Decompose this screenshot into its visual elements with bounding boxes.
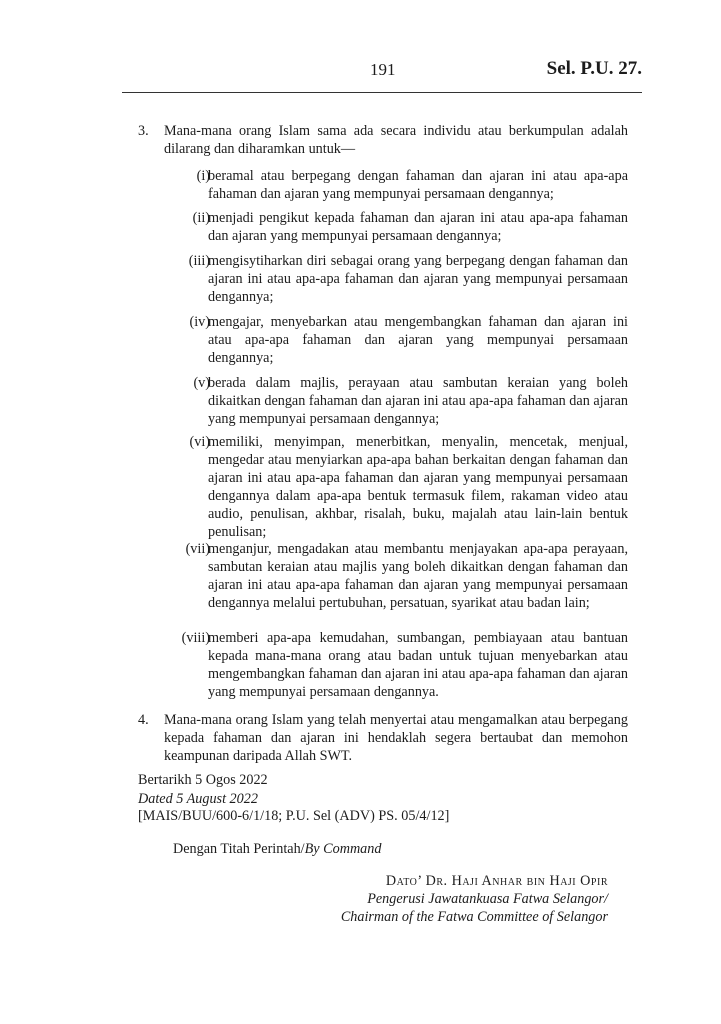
item-label: (iii) bbox=[188, 253, 210, 269]
item-label: (v) bbox=[193, 375, 210, 391]
page-number: 191 bbox=[370, 60, 396, 79]
reference-number: [MAIS/BUU/600-6/1/18; P.U. Sel (ADV) PS. 05/4/12] bbox=[138, 808, 450, 824]
date-malay: Bertarikh 5 Ogos 2022 bbox=[138, 772, 268, 788]
clause-number: 4. bbox=[138, 712, 149, 728]
item-text: beramal atau berpegang dengan fahaman dan ajaran ini atau apa-apa fahaman dan ajaran yang mempunyai persamaan dengannya; bbox=[208, 168, 628, 202]
item-label: (iv) bbox=[189, 314, 210, 330]
signatory-name: Dato’ Dr. Haji Anhar bin Haji Opir bbox=[385, 873, 608, 889]
signatory-block bbox=[300, 872, 608, 926]
clause-text: Mana-mana orang Islam yang telah menyertai atau mengamalkan atau berpegang kepada fahaman dan ajaran ini hendaklah segera bertaubat dan memohon keampunan daripada Allah SWT. bbox=[164, 712, 628, 764]
item-label: (viii) bbox=[181, 630, 210, 646]
item-label: (vi) bbox=[189, 434, 210, 450]
item-label: (i) bbox=[196, 168, 210, 184]
item-text: berada dalam majlis, perayaan atau sambutan keraian yang boleh dikaitkan dengan fahaman dan ajaran ini atau apa-apa fahaman dan ajaran yang mempunyai persamaan dengannya; bbox=[208, 375, 628, 427]
command-english: By Command bbox=[304, 841, 382, 857]
signatory-title-english: Chairman of the Fatwa Committee of Selangor bbox=[340, 909, 608, 925]
item-text: memberi apa-apa kemudahan, sumbangan, pembiayaan atau bantuan kepada mana-mana orang atau badan untuk tujuan menyebarkan atau mengembangkan fahaman dan ajaran ini atau apa-apa fahaman dan ajaran yang mempunyai persamaan dengannya. bbox=[208, 630, 628, 700]
page-header bbox=[122, 56, 642, 93]
gazette-reference: Sel. P.U. 27. bbox=[546, 58, 642, 79]
date-english: Dated 5 August 2022 bbox=[138, 791, 258, 807]
item-text: memiliki, menyimpan, menerbitkan, menyalin, mencetak, menjual, mengedar atau menyiarkan apa-apa bahan berkaitan dengan fahaman dan ajaran ini atau apa-apa fahaman dan ajaran yang mempunyai persamaan dengannya dalam apa-apa bentuk termasuk filem, rakaman video atau audio, penulisan, akhbar, risalah, buku, majalah atau lain-lain bentuk penulisan; bbox=[208, 434, 628, 540]
item-text: menganjur, mengadakan atau membantu menjayakan apa-apa perayaan, sambutan keraian atau majlis yang boleh dikaitkan dengan fahaman dan ajaran ini atau apa-apa fahaman dan ajaran yang mempunyai persamaan dengannya melalui pertubuhan, persatuan, syarikat atau badan lain; bbox=[208, 541, 628, 611]
command-malay: Dengan Titah Perintah/ bbox=[173, 841, 305, 857]
signatory-title-malay: Pengerusi Jawatankuasa Fatwa Selangor/ bbox=[367, 891, 608, 907]
clause-text: Mana-mana orang Islam sama ada secara individu atau berkumpulan adalah dilarang dan diharamkan untuk— bbox=[164, 123, 628, 157]
item-label: (vii) bbox=[185, 541, 210, 557]
item-text: mengisytiharkan diri sebagai orang yang berpegang dengan fahaman dan ajaran ini atau apa-apa fahaman dan ajaran yang mempunyai persamaan dengannya; bbox=[208, 253, 628, 305]
command-line bbox=[173, 840, 381, 858]
item-label: (ii) bbox=[192, 210, 210, 226]
clause-number: 3. bbox=[138, 123, 149, 139]
item-text: menjadi pengikut kepada fahaman dan ajaran ini atau apa-apa fahaman dan ajaran yang mempunyai persamaan dengannya; bbox=[208, 210, 628, 244]
item-text: mengajar, menyebarkan atau mengembangkan fahaman dan ajaran ini atau apa-apa fahaman dan ajaran yang mempunyai persamaan dengannya; bbox=[208, 314, 628, 366]
